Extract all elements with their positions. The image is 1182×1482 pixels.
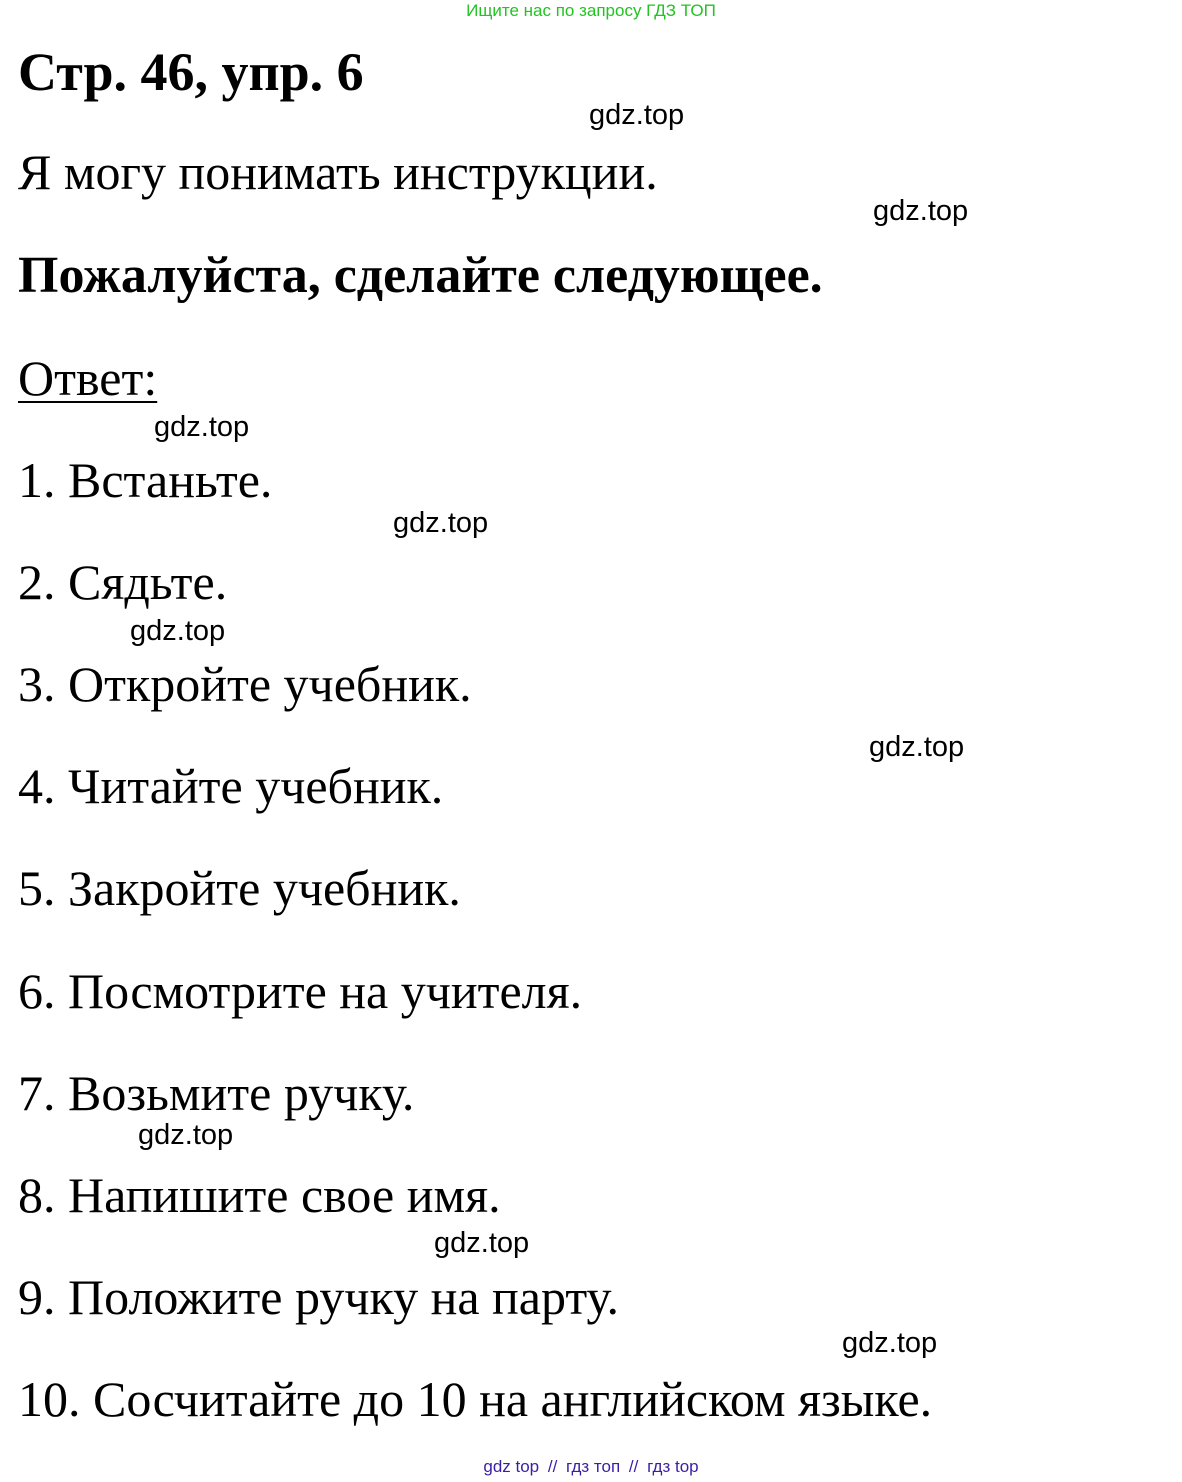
subtitle: Я могу понимать инструкции. [18, 144, 658, 200]
footer-link-gdz-top-ru[interactable]: гдз топ [566, 1457, 621, 1476]
answer-item: 7. Возьмите ручку. [18, 1065, 415, 1121]
task-instruction: Пожалуйста, сделайте следующее. [18, 247, 823, 304]
footer-separator: // [628, 1457, 639, 1476]
watermark: gdz.top [154, 411, 250, 443]
watermark: gdz.top [138, 1119, 234, 1151]
answer-label: Ответ: [18, 350, 158, 406]
answer-item: 4. Читайте учебник. [18, 758, 444, 814]
watermark: gdz.top [393, 507, 489, 539]
answer-item: 6. Посмотрите на учителя. [18, 963, 583, 1019]
answer-item: 9. Положите ручку на парту. [18, 1269, 620, 1325]
top-banner: Ищите нас по запросу ГДЗ ТОП [466, 1, 716, 20]
watermark: gdz.top [130, 615, 226, 647]
answer-item: 1. Встаньте. [18, 452, 273, 508]
footer-link-gdz-top-mixed[interactable]: гдз top [647, 1457, 699, 1476]
watermark: gdz.top [873, 195, 969, 227]
footer-links [0, 1456, 1182, 1478]
footer-link-gdz-top[interactable]: gdz top [483, 1457, 540, 1476]
watermark: gdz.top [869, 731, 965, 763]
answer-item: 5. Закройте учебник. [18, 860, 461, 916]
watermark: gdz.top [842, 1327, 938, 1359]
answer-item: 3. Откройте учебник. [18, 656, 472, 712]
footer-separator: // [547, 1457, 558, 1476]
page-title: Стр. 46, упр. 6 [18, 42, 364, 102]
watermark: gdz.top [589, 99, 685, 131]
answer-item: 10. Сосчитайте до 10 на английском языке. [18, 1371, 933, 1427]
watermark: gdz.top [434, 1227, 530, 1259]
answer-item: 2. Сядьте. [18, 554, 228, 610]
answer-item: 8. Напишите свое имя. [18, 1167, 501, 1223]
